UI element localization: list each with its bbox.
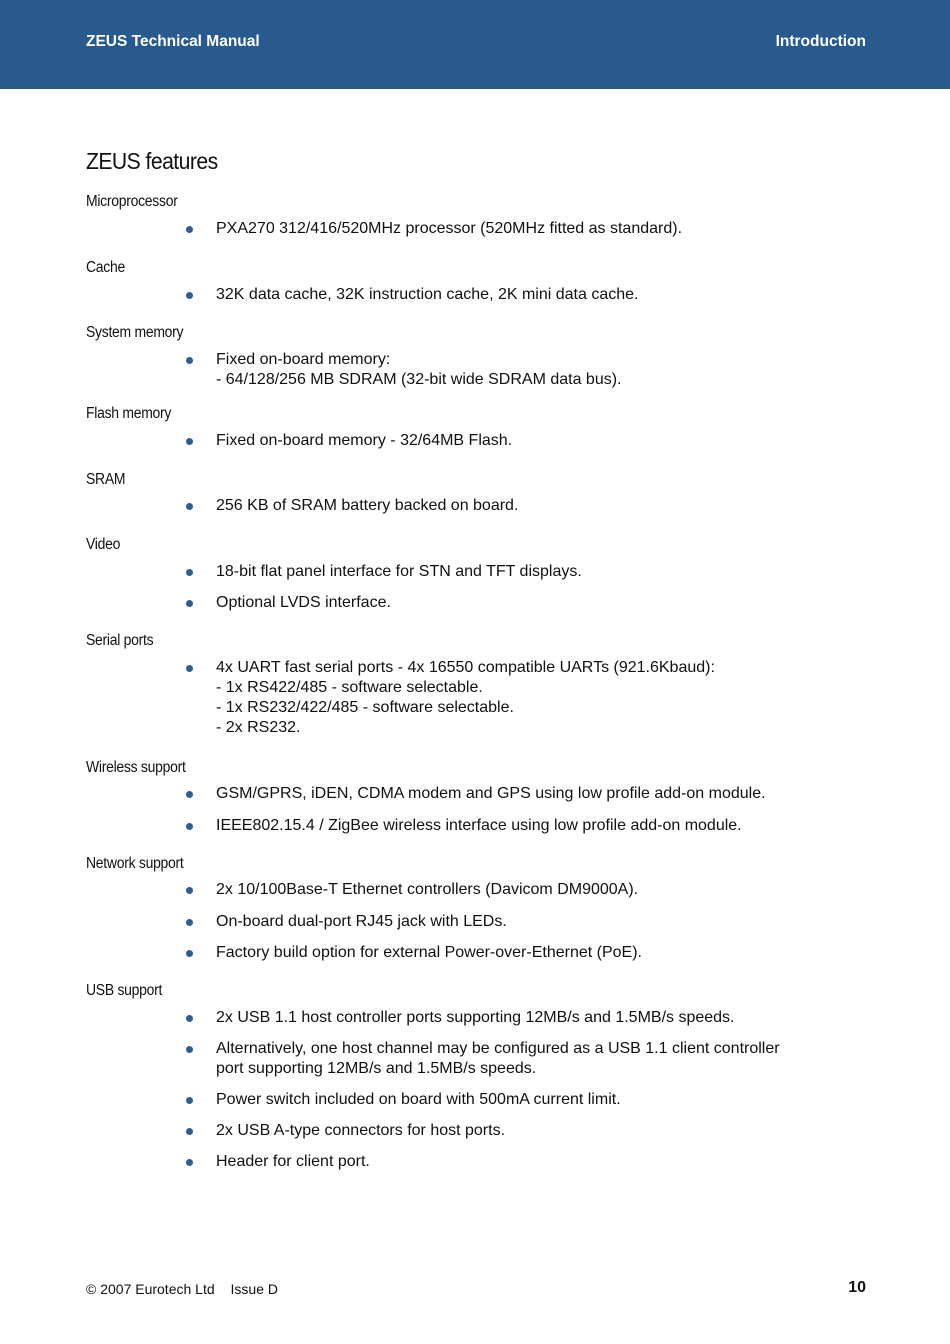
list-item: [216, 880, 856, 900]
bullet-icon: [186, 438, 193, 445]
list-item: [216, 784, 856, 804]
list-item: [216, 658, 856, 738]
list-item-line: - 1x RS232/422/485 - software selectable.: [216, 699, 514, 716]
section-label-cache: Cache: [86, 259, 125, 276]
list-item-line: Optional LVDS interface.: [216, 594, 391, 611]
bullet-icon: [186, 1128, 193, 1135]
page-number: 10: [848, 1279, 866, 1296]
section-label-network-support: Network support: [86, 855, 184, 872]
list-item: [216, 1152, 856, 1172]
bullet-icon: [186, 1046, 193, 1053]
bullet-icon: [186, 292, 193, 299]
issue-label: Issue D: [230, 1281, 278, 1297]
bullet-icon: [186, 791, 193, 798]
list-item-line: - 2x RS232.: [216, 719, 301, 736]
section-label-system-memory: System memory: [86, 324, 184, 341]
section-label-sram: SRAM: [86, 471, 126, 488]
list-item-line: - 1x RS422/485 - software selectable.: [216, 679, 483, 696]
list-item: [216, 1121, 856, 1141]
bullet-icon: [186, 600, 193, 607]
list-item: [216, 285, 856, 305]
list-item-line: On-board dual-port RJ45 jack with LEDs.: [216, 913, 507, 930]
list-item-line: PXA270 312/416/520MHz processor (520MHz fitted as standard).: [216, 220, 683, 237]
document-title: ZEUS Technical Manual: [86, 33, 260, 50]
list-item: [216, 562, 856, 582]
list-item: [216, 1090, 856, 1110]
list-item: [216, 816, 856, 836]
list-item: [216, 912, 856, 932]
section-label-microprocessor: Microprocessor: [86, 193, 178, 210]
list-item-line: Fixed on-board memory - 32/64MB Flash.: [216, 432, 513, 449]
list-item-line: Fixed on-board memory:: [216, 351, 391, 368]
list-item-line: 256 KB of SRAM battery backed on board.: [216, 497, 519, 514]
bullet-icon: [186, 919, 193, 926]
list-item-line: 2x 10/100Base-T Ethernet controllers (Davicom DM9000A).: [216, 881, 639, 898]
page-heading: ZEUS features: [86, 148, 218, 174]
list-item: [216, 593, 856, 613]
list-item-line: 2x USB 1.1 host controller ports supporting 12MB/s and 1.5MB/s speeds.: [216, 1009, 735, 1026]
list-item-line: Alternatively, one host channel may be configured as a USB 1.1 client controller: [216, 1040, 780, 1057]
list-item: [216, 350, 856, 390]
list-item-line: 32K data cache, 32K instruction cache, 2K mini data cache.: [216, 286, 639, 303]
list-item: [216, 496, 856, 516]
list-item: [216, 219, 856, 239]
section-label-video: Video: [86, 536, 121, 553]
section-label-flash-memory: Flash memory: [86, 405, 172, 422]
list-item-line: Power switch included on board with 500mA current limit.: [216, 1091, 621, 1108]
section-label-usb-support: USB support: [86, 982, 163, 999]
bullet-icon: [186, 1159, 193, 1166]
section-label-serial-ports: Serial ports: [86, 632, 154, 649]
list-item-line: - 64/128/256 MB SDRAM (32-bit wide SDRAM data bus).: [216, 371, 622, 388]
page-footer: [86, 1281, 278, 1297]
bullet-icon: [186, 950, 193, 957]
list-item-line: IEEE802.15.4 / ZigBee wireless interface using low profile add-on module.: [216, 817, 742, 834]
page-header: [0, 0, 950, 89]
list-item-line: port supporting 12MB/s and 1.5MB/s speeds.: [216, 1060, 537, 1077]
bullet-icon: [186, 503, 193, 510]
bullet-icon: [186, 569, 193, 576]
list-item-line: Factory build option for external Power-over-Ethernet (PoE).: [216, 944, 642, 961]
bullet-icon: [186, 823, 193, 830]
list-item: [216, 431, 856, 451]
list-item: [216, 1039, 856, 1079]
bullet-icon: [186, 357, 193, 364]
list-item-line: Header for client port.: [216, 1153, 370, 1170]
list-item-line: 4x UART fast serial ports - 4x 16550 compatible UARTs (921.6Kbaud):: [216, 659, 715, 676]
list-item: [216, 1008, 856, 1028]
list-item-line: 18-bit flat panel interface for STN and TFT displays.: [216, 563, 582, 580]
copyright-text: © 2007 Eurotech Ltd: [86, 1281, 215, 1297]
section-title: Introduction: [775, 33, 866, 50]
bullet-icon: [186, 887, 193, 894]
bullet-icon: [186, 665, 193, 672]
bullet-icon: [186, 1097, 193, 1104]
list-item-line: GSM/GPRS, iDEN, CDMA modem and GPS using low profile add-on module.: [216, 785, 766, 802]
bullet-icon: [186, 226, 193, 233]
section-label-wireless-support: Wireless support: [86, 759, 186, 776]
list-item-line: 2x USB A-type connectors for host ports.: [216, 1122, 506, 1139]
bullet-icon: [186, 1015, 193, 1022]
list-item: [216, 943, 856, 963]
